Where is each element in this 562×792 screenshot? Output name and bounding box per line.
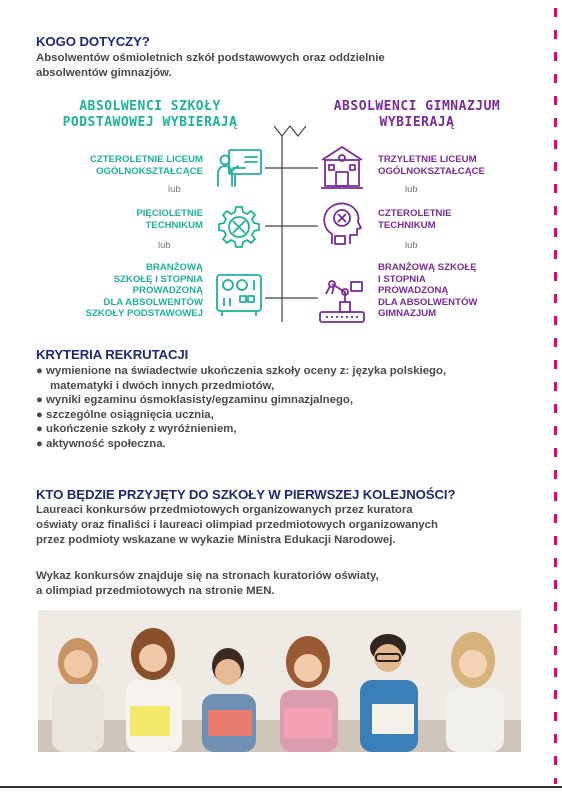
school-type-line: CZTEROLETNIE xyxy=(378,208,452,219)
who-text-line: Absolwentów ośmioletnich szkół podstawowych oraz oddzielnie xyxy=(36,52,385,64)
heading-line: ABSOLWENCI GIMNAZJUM xyxy=(333,99,501,114)
list-item-continuation: matematyki i dwóch innych przedmiotów, xyxy=(50,379,275,392)
students-reading-photo xyxy=(38,610,521,752)
school-type-line: SZKOŁY PODSTAWOWEJ xyxy=(85,308,203,319)
criteria-list xyxy=(36,364,536,452)
school-type-branzowa-primary xyxy=(30,262,203,320)
school-type-line: PIĘCIOLETNIE xyxy=(136,208,203,219)
school-type-line: TECHNIKUM xyxy=(378,219,436,231)
who-text-line: absolwentów gimnazjów. xyxy=(36,67,172,79)
school-type-technikum-5 xyxy=(40,208,203,231)
school-type-liceum-4 xyxy=(40,154,203,177)
school-type-line: BRANŻOWĄ SZKOŁĘ xyxy=(378,262,477,273)
heading-line: WYBIERAJĄ xyxy=(379,115,455,130)
wrench-head-icon xyxy=(320,200,364,248)
priority-title: KTO BĘDZIE PRZYJĘTY DO SZKOŁY W PIERWSZEJ KOLEJNOŚCI? xyxy=(36,487,456,502)
paragraph-line: a olimpiad przedmiotowych na stronie MEN. xyxy=(36,585,275,597)
list-item: ● aktywność społeczna. xyxy=(36,437,166,450)
school-type-line: BRANŻOWĄ xyxy=(145,262,203,273)
or-label: lub xyxy=(405,184,418,195)
list-item: ● ukończenie szkoły z wyróżnieniem, xyxy=(36,423,237,436)
school-type-line: CZTEROLETNIE LICEUM xyxy=(90,154,203,165)
school-type-branzowa-gimnazjum xyxy=(378,262,548,320)
heading-line: ABSOLWENCI SZKOŁY xyxy=(79,99,221,114)
school-type-line: I STOPNIA xyxy=(378,273,426,285)
or-label: lub xyxy=(405,240,418,251)
school-type-line: SZKOŁĘ I STOPNIA xyxy=(113,273,203,285)
school-type-technikum-4 xyxy=(378,208,548,231)
or-label: lub xyxy=(168,184,181,195)
criteria-title: KRYTERIA REKRUTACJI xyxy=(36,347,189,362)
school-type-line: PROWADZONĄ xyxy=(132,285,203,296)
paragraph-line: oświaty oraz finaliści i laureaci olimpiad przedmiotowych organizowanych xyxy=(36,519,438,531)
list-item: ● wyniki egzaminu ósmoklasisty/egzaminu gimnazjalnego, xyxy=(36,394,354,407)
list-item: ● wymienione na świadectwie ukończenia szkoły oceny z: języka polskiego, xyxy=(36,365,447,377)
school-type-line: GIMNAZJUM xyxy=(378,308,437,319)
bottom-rule xyxy=(0,786,562,788)
school-type-line: OGÓLNOKSZTAŁCĄCE xyxy=(378,165,485,177)
school-type-liceum-3 xyxy=(378,154,548,177)
school-type-line: OGÓLNOKSZTAŁCĄCE xyxy=(96,165,203,177)
list-item: ● szczególne osiągnięcia ucznia, xyxy=(36,408,214,421)
priority-paragraph-2 xyxy=(36,569,536,599)
priority-paragraph-1 xyxy=(36,503,536,548)
paragraph-line: Wykaz konkursów znajduje się na stronach kuratoriów oświaty, xyxy=(36,570,379,582)
school-building-icon xyxy=(320,144,364,190)
or-label: lub xyxy=(158,240,171,251)
school-type-line: DLA ABSOLWENTÓW xyxy=(103,296,203,308)
school-type-line: TRZYLETNIE LICEUM xyxy=(378,154,477,165)
school-type-line: PROWADZONĄ xyxy=(378,285,449,296)
robot-arm-icon xyxy=(318,274,366,324)
who-title: KOGO DOTYCZY? xyxy=(36,34,150,49)
paragraph-line: przez podmioty wskazane w wykazie Ministra Edukacji Narodowej. xyxy=(36,534,396,546)
control-panel-icon xyxy=(214,272,264,318)
school-type-line: DLA ABSOLWENTÓW xyxy=(378,296,478,308)
gear-tools-icon xyxy=(216,204,262,250)
teacher-board-icon xyxy=(215,146,265,190)
paragraph-line: Laureaci konkursów przedmiotowych organizowanych przez kuratora xyxy=(36,504,413,516)
heading-line: PODSTAWOWEJ WYBIERAJĄ xyxy=(62,115,238,130)
school-type-line: TECHNIKUM xyxy=(145,219,203,231)
